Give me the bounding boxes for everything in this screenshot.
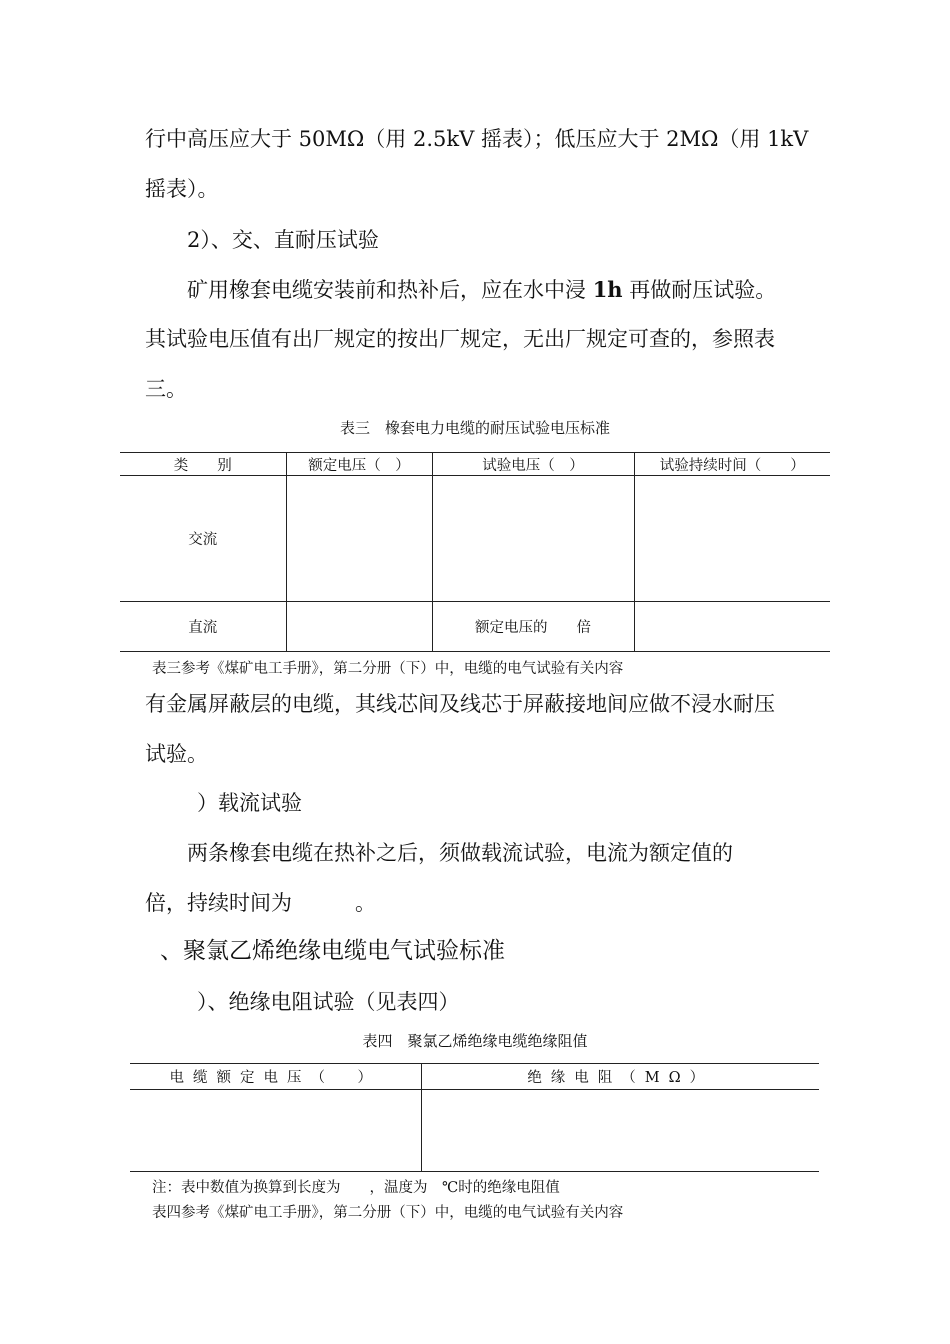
table3-caption: 表三 橡套电力电缆的耐压试验电压标准 — [339, 419, 610, 437]
table-cell — [634, 476, 830, 602]
header-cell: 额定电压（ ） — [286, 453, 432, 476]
header-cell: 试验电压（ ） — [432, 453, 634, 476]
table-cell: 交流 — [120, 476, 286, 602]
bold-duration: 1h — [592, 277, 623, 302]
table4-note: 注：表中数值为换算到长度为 ，温度为 ℃时的绝缘电阻值 — [152, 1180, 560, 1196]
table4-caption: 表四 聚氯乙烯绝缘电缆绝缘阻值 — [362, 1032, 588, 1050]
table-row — [130, 1090, 819, 1172]
table-header-row — [130, 1064, 819, 1090]
paragraph-line: 其试验电压值有出厂规定的按出厂规定，无出厂规定可查的，参照表 — [145, 327, 775, 351]
paragraph-text: 再做耐压试验。 — [622, 278, 777, 302]
paragraph-line: 两条橡套电缆在热补之后，须做载流试验，电流为额定值的 — [187, 841, 733, 865]
paragraph-line: 倍，持续时间为 。 — [145, 891, 376, 915]
table-cell — [130, 1090, 421, 1172]
paragraph-line: 摇表）。 — [145, 177, 219, 201]
table-cell: 额定电压的 倍 — [432, 602, 634, 652]
table-cell — [634, 602, 830, 652]
table-cell — [286, 476, 432, 602]
table-row — [120, 602, 830, 652]
paragraph-line: 三。 — [145, 377, 187, 401]
header-cell: 类 别 — [120, 453, 286, 476]
paragraph-line: 试验。 — [145, 742, 208, 766]
table-cell — [432, 476, 634, 602]
header-cell: 试验持续时间（ ） — [634, 453, 830, 476]
table-cell — [421, 1090, 819, 1172]
table-cell: 直流 — [120, 602, 286, 652]
item-1-title: ）、绝缘电阻试验（见表四） — [197, 990, 460, 1014]
paragraph-line: 有金属屏蔽层的电缆，其线芯间及线芯于屏蔽接地间应做不浸水耐压 — [145, 692, 775, 716]
table3 — [120, 452, 830, 652]
paragraph-line: 行中高压应大于 50MΩ（用 2.5kV 摇表）；低压应大于 2MΩ（用 1kV — [145, 127, 809, 151]
table4 — [130, 1063, 819, 1172]
table-cell — [286, 602, 432, 652]
table-header-row — [120, 453, 830, 476]
header-cell: 绝缘电阻（MΩ） — [421, 1064, 819, 1090]
item-2-title: 2）、交、直耐压试验 — [187, 228, 379, 252]
section-heading: 、聚氯乙烯绝缘电缆电气试验标准 — [160, 938, 505, 964]
paragraph-line — [187, 274, 776, 304]
table3-note: 表三参考《煤矿电工手册》，第二分册（下）中，电缆的电气试验有关内容 — [152, 661, 624, 677]
table4-reference: 表四参考《煤矿电工手册》，第二分册（下）中，电缆的电气试验有关内容 — [152, 1205, 624, 1221]
header-cell: 电缆额定电压（ ） — [130, 1064, 421, 1090]
table-row — [120, 476, 830, 602]
item-3-title: ）载流试验 — [197, 791, 302, 815]
paragraph-text: 矿用橡套电缆安装前和热补后，应在水中浸 — [187, 278, 593, 302]
